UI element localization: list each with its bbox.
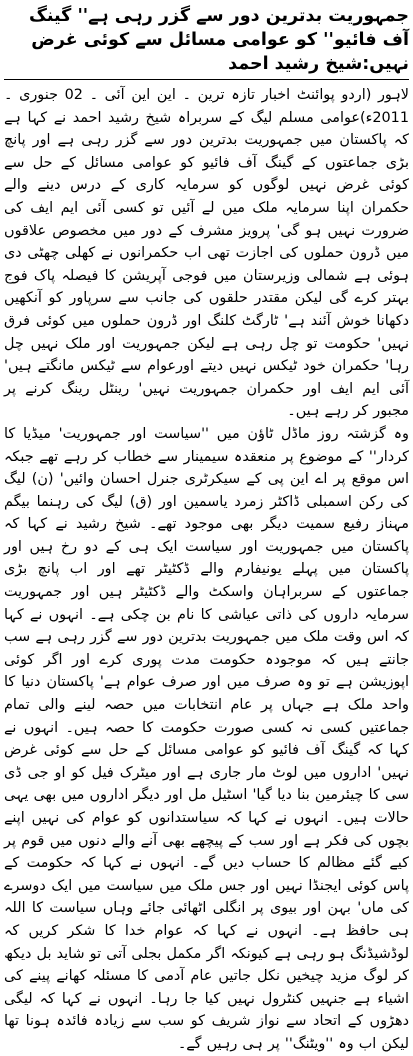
article-body	[4, 84, 409, 1056]
article-paragraph-1: لاہور (اردو پوائنٹ اخبار تازہ ترین ۔ این این آئی ۔ 02 جنوری ۔2011ء)عوامی مسلم لیگ کے سربراہ شیخ رشید احمد نے کہا ہے کہ پاکستان میں جمہوریت بدترین دور سے گزر رہی ہے اور پانچ بڑی جماعتوں کے گینگ آف فائیو کو عوامی مسائل کے حل سے کوئی غرض نہیں لوگوں کو سرمایہ کاری کے درس دینے والے حکمران اپنا سرمایہ ملک میں لے آئیں تو کسی آئی ایم ایف کی ضرورت نہیں ہو گی' پرویز مشرف کے دور میں مخصوص علاقوں میں ڈرون حملوں کی اجازت تھی اب حکمرانوں نے کھلی چھٹی دی ہوئی ہے شمالی وزیرستان میں فوجی آپریشن کا فیصلہ پاک فوج بہتر کرے گی لیکن مقتدر حلقوں کی جانب سے سرپاور کو آنکھیں دکھانا خوش آئند ہے' ٹارگٹ کلنگ اور ڈرون حملوں میں کوئی فرق نہیں' حکومت تو چل رہی ہے لیکن جمہوریت اور ملک نہیں چل رہا' حکمران خود ٹیکس نہیں دیتے اورعوام سے ٹیکس مانگتے ہیں' آئی ایم ایف اور حکمران جمہوریت نہیں' رینٹل رینگ کرنے پر مجبور کر رہے ہیں۔	[4, 87, 409, 420]
article-paragraph-2: وہ گزشتہ روز ماڈل ٹاؤن میں ''سیاست اور جمہوریت' میڈیا کا کردار'' کے موضوع پر منعقدہ سیمینار سے خطاب کر رہے تھے جبکہ اس موقع پر اے این پی کے سیکرٹری جنرل احسان وائیں' (ن) لیگ کی رکن اسمبلی ڈاکٹر زمرد یاسمین اور (ق) لیگ کی رہنما بیگم مہناز رفیع سمیت دیگر بھی موجود تھے۔ شیخ رشید نے کہا کہ پاکستان میں جمہوریت اور سیاست ایک ہی کے دو رخ ہیں اور پاکستان میں پہلے یونیفارم والے ڈکٹیٹر تھے اور اب پانچ بڑی جماعتوں کے سربراہان واسکٹ والے ڈکٹیٹر ہیں اور جمہوریت سرمایہ داروں کی ذاتی عیاشی کا نام بن چکی ہے۔ انہوں نے کہا کہ اس وقت ملک میں جمہوریت بدترین دور سے گزر رہی ہے سب جانتے ہیں کہ موجودہ حکومت مدت پوری کرے اور اگر کوئی اپوزیشن ہے تو وہ صرف میں اور صرف عوام ہے' پاکستان دنیا کا واحد ملک ہے جہاں پر عام انتخابات میں حصہ لینے والی تمام جماعتیں کسی نہ کسی صورت حکومت کا حصہ ہیں۔ انہوں نے کہا کہ گینگ آف فائیو کو عوامی مسائل کے حل سے کوئی غرض نہیں' اداروں میں لوٹ مار جاری ہے اور میٹرک فیل کو او جی ڈی سی کا چیئرمین بنا دیا گیا' اسٹیل مل اور دیگر اداروں میں بھی یہی حالات ہیں۔ انہوں نے کہا کہ سیاستدانوں کو عوام کی نہیں اپنے بچوں کی فکر ہے اور سب کے پیچھے بھی آنے والے دنوں میں قوم پر کیے گئے مظالم کا حساب دیں گے۔ انہوں نے کہا کہ حکومت کے پاس کوئی ایجنڈا نہیں اور جس ملک میں سیاست میں ایک دوسرے کی ماں' بہن اور بیوی پر انگلی اٹھائی جائے وہاں سیاست کا اللہ ہی حافظ ہے۔ انہوں نے کہا کہ عوام خدا کا شکر کریں کہ لوڈشیڈنگ ہو رہی ہے کیونکہ اگر مکمل بجلی آتی تو شاید بل دیکھ کر لوگ مزید چیخیں نکل جاتیں عام آدمی کا مسئلہ کھانے پینے کی اشیاء ہے جنہیں کنٹرول نہیں کیا جا رہا۔ انہوں نے کہا کہ لیگی دھڑوں کے اتحاد سے نواز شریف کو سب سے زیادہ فائدہ ہونا تھا لیکن اب وہ ''ویٹنگ'' پر ہی رہیں گے۔	[4, 425, 409, 1052]
article-headline: جمہوریت بدترین دور سے گزر رہی ہے'' گینگ آف فائیو'' کو عوامی مسائل سے کوئی غرض نہیں:شیخ رشید احمد	[4, 4, 409, 80]
